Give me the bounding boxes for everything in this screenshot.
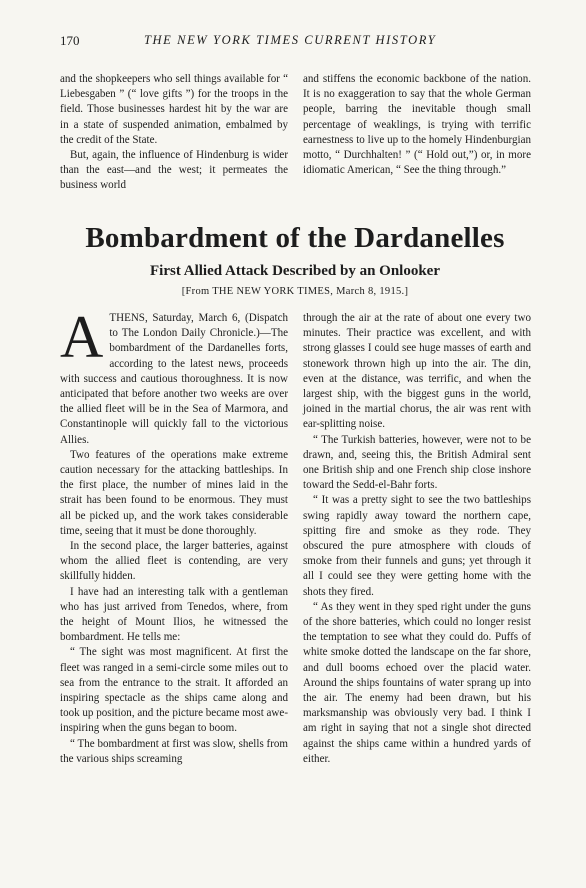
- article-paragraph: “ As they went in they sped right under the guns of the shore batteries, which could no longer resist the temptation to see what they could do. Puffs of white smoke dotted the landscape on the far shore, and dull booms echoed over the placid water. Around the ships fountains of water sprang up into the air. The enemy had been drawn, but his marksmanship was obviously very bad. I think I am right in saying that not a single shot directed against the ships came within a hundred yards of either.: [303, 600, 531, 765]
- article-paragraph: In the second place, the larger batteries, against whom the allied fleet is contending, are very skillfully hidden.: [60, 540, 288, 583]
- article-paragraph: “ It was a pretty sight to see the two battleships swing rapidly away toward the northern cape, spitting fire and smoke as they rode. They obscured the pure atmosphere with clouds of smoke from their funnels and guns; yet through it all I could see they were getting home with the shots they fired.: [303, 494, 531, 598]
- article-right-column: [303, 311, 531, 767]
- article-paragraph-text: THENS, Saturday, March 6, (Dispatch to The London Daily Chronicle.)—The bombardment of the Dardanelles forts, according to the latest news, proceeds with success and cautious thoroughness. It is now anticipated that before another two weeks are over the allied fleet will be in the Sea of Marmora, and Constantinople will quickly fall to the victorious Allies.: [60, 312, 288, 446]
- article-source: [From THE NEW YORK TIMES, March 8, 1915.]: [181, 286, 409, 297]
- page-header: [60, 33, 530, 53]
- top-right-paragraph: and stiffens the economic backbone of the nation. It is no exaggeration to say that the whole German people, barring the inevitable though small percentage of weaklings, is trying with terrific earnestness to live up to the homely Hindenburgian motto, “ Durchhalten! ” (“ Hold out,”) or, in more idiomatic American, “ See the thing through.”: [303, 73, 531, 177]
- top-right-column: [303, 72, 531, 178]
- article-paragraph: “ The bombardment at first was slow, shells from the various ships screaming: [60, 737, 288, 765]
- article-paragraph: Two features of the operations make extreme caution necessary for the attacking battleships. In the first place, the number of mines laid in the strait has been found to be enormous. They must all be picked up, and the work takes considerable time, seeing that it must be done thoroughly.: [60, 448, 288, 537]
- page-number: 170: [60, 33, 80, 48]
- article-paragraph: “ The Turkish batteries, however, were not to be drawn, and, seeing this, the British Admiral sent one British ship and one French ship close inshore toward the Sedd-el-Bahr forts.: [303, 433, 531, 492]
- article-paragraph: “ The sight was most magnificent. At first the fleet was ranged in a semi-circle some miles out to sea from the entrance to the strait. It afforded an inspiring spectacle as the ships came along and took up position, and the picture became most awe-inspiring when the guns began to boom.: [60, 646, 288, 735]
- drop-cap: A: [60, 304, 104, 370]
- running-title: THE NEW YORK TIMES CURRENT HISTORY: [144, 33, 437, 47]
- top-left-paragraph-2: But, again, the influence of Hindenburg is wider than the east—and the west; it permeates the business world: [60, 149, 288, 192]
- article-paragraph: I have had an interesting talk with a gentleman who has just arrived from Tenedos, where, from the height of Mount Ilios, he witnessed the bombardment. He tells me:: [60, 585, 288, 644]
- article-paragraph: [60, 304, 288, 448]
- article-left-column: [60, 304, 288, 767]
- top-left-paragraph-1: and the shopkeepers who sell things available for “ Liebesgaben ” (“ love gifts ”) for the troops in the field. Those businesses hardest hit by the war are in a state of suspended animation, embalmed by the credit of the State.: [60, 73, 288, 146]
- top-left-column: [60, 72, 288, 194]
- article-paragraph: through the air at the rate of about one every two minutes. Their practice was excellent, and with strong glasses I could see huge masses of earth and stonework thrown high up into the air. The din, even at the distance, was terrific, and when the largest ship, with the biggest guns in the world, joined in the martial chorus, the air was rent with ear-splitting noise.: [303, 312, 531, 431]
- article-title: Bombardment of the Dardanelles: [85, 222, 505, 254]
- article-subtitle: First Allied Attack Described by an Onlooker: [150, 263, 440, 279]
